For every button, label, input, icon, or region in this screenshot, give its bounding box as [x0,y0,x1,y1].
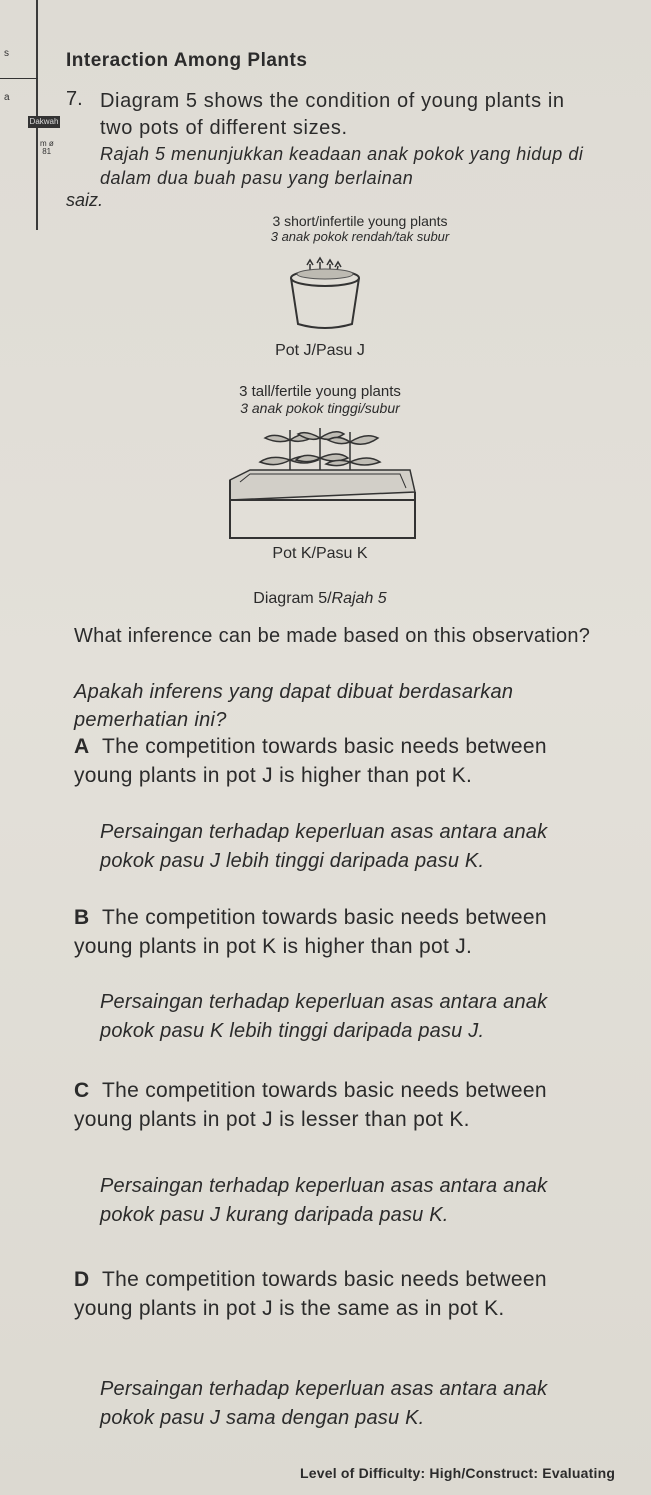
margin-rule [36,0,38,230]
margin-badge: Dakwah [29,117,59,126]
header-rule [0,78,38,79]
pot-k-body [230,500,415,538]
option-text: The competition towards basic needs between young plants in pot K is higher than pot J. [74,906,547,958]
prompt-bm: Apakah inferens yang dapat dibuat berdasarkan pemerhatian ini? [74,681,514,731]
option-letter: C [74,1079,90,1102]
pot-j-diagram [270,250,380,340]
pot-k-caption-bm: 3 anak pokok tinggi/subur [240,400,400,416]
diagram-caption: Diagram 5/Rajah 5 [253,590,387,607]
difficulty-level: Level of Difficulty: High/Construct: Evaluating [300,1465,616,1481]
option-d-en [74,1265,584,1323]
pot-j-label: Pot J/Pasu J [275,342,365,359]
question-number: 7. [66,88,83,110]
option-letter: D [74,1268,90,1291]
pot-j-soil [297,269,353,279]
pot-k-diagram [220,420,420,540]
option-letter: B [74,906,90,929]
option-c-bm: Persaingan terhadap keperluan asas antara anak pokok pasu J kurang daripada pasu K. [100,1175,548,1226]
edge-label-2: a [4,92,10,103]
pot-j-caption-en: 3 short/infertile young plants [272,213,448,229]
question-text-bm: Rajah 5 menunjukkan keadaan anak pokok yang hidup di dalam dua buah pasu yang berlainan [100,144,584,188]
edge-label: s [4,48,9,59]
option-a-en [74,732,584,790]
option-text: The competition towards basic needs between young plants in pot J is higher than pot K. [74,735,547,787]
option-text: The competition towards basic needs between young plants in pot J is the same as in pot K. [74,1268,547,1320]
option-c-en [74,1076,584,1134]
prompt-en: What inference can be made based on this observation? [74,625,591,647]
section-title: Interaction Among Plants [66,50,308,71]
question-text-en: Diagram 5 shows the condition of young plants in two pots of different sizes. [100,90,565,139]
option-b-en [74,903,584,961]
pot-k-label: Pot K/Pasu K [272,545,368,562]
option-a-bm: Persaingan terhadap keperluan asas antara anak pokok pasu J lebih tinggi daripada pasu K. [100,821,548,872]
question-text-bm-end: saiz. [66,190,104,210]
pot-j-caption-bm: 3 anak pokok rendah/tak subur [270,229,450,244]
option-d-bm: Persaingan terhadap keperluan asas antara anak pokok pasu J sama dengan pasu K. [100,1378,548,1429]
pot-k-caption-en: 3 tall/fertile young plants [239,383,401,400]
option-letter: A [74,735,90,758]
margin-note: m ø 81 [40,139,54,156]
option-b-bm: Persaingan terhadap keperluan asas antara anak pokok pasu K lebih tinggi daripada pasu J. [100,991,548,1042]
option-text: The competition towards basic needs between young plants in pot J is lesser than pot K. [74,1079,547,1131]
